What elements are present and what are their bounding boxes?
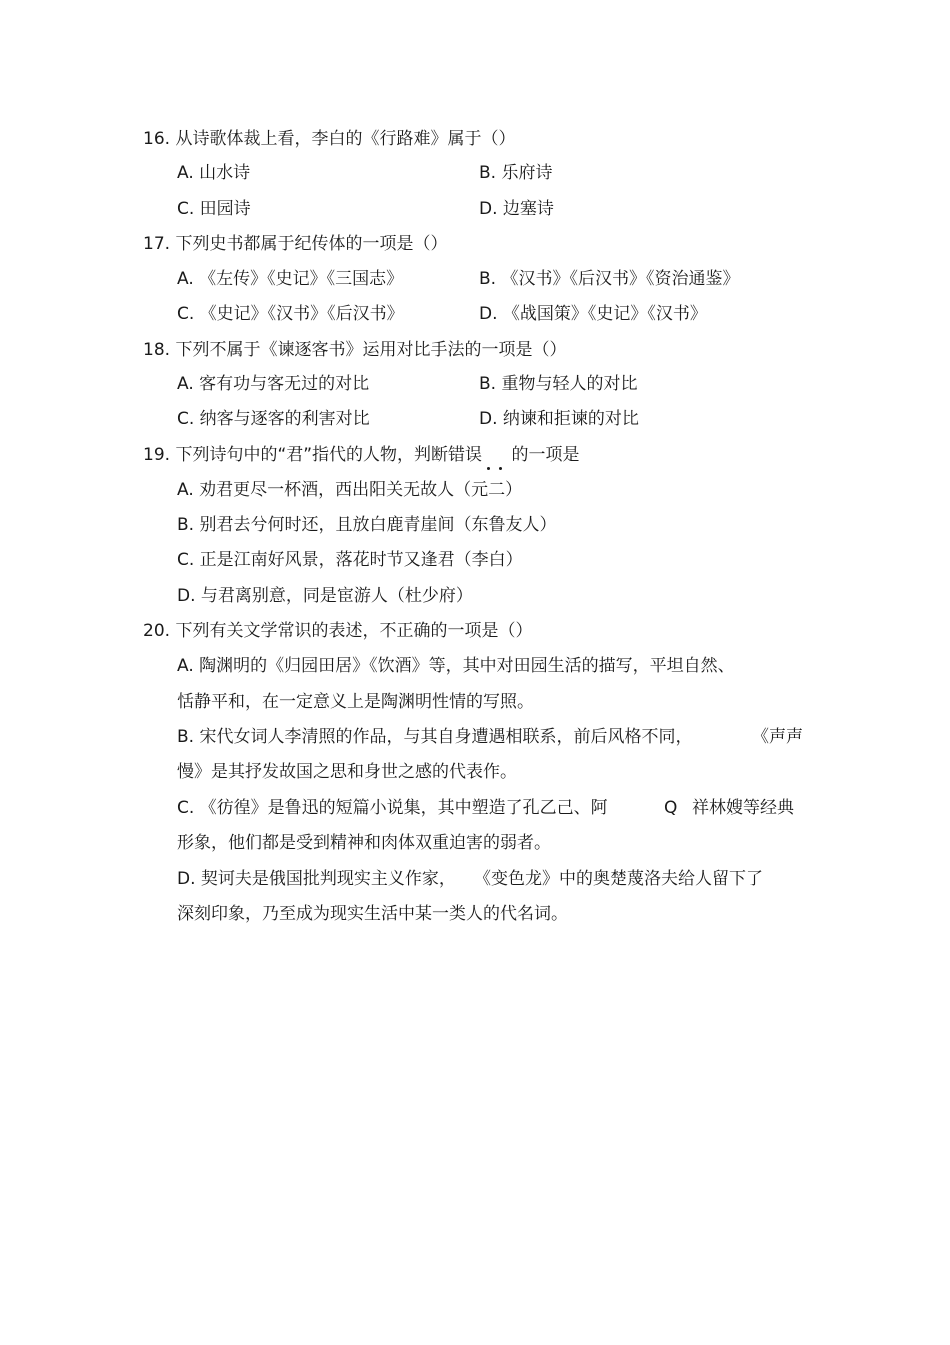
question-20-option-b-line2: 慢》是其抒发故国之思和身世之感的代表作。 xyxy=(177,762,517,782)
question-17-option-d: D. 《战国策》《史记》《汉书》 xyxy=(479,304,707,324)
question-18-option-a: A. 客有功与客无过的对比 xyxy=(177,374,370,394)
question-19-option-a: A. 劝君更尽一杯酒，西出阳关无故人（元二） xyxy=(177,480,523,500)
emphasis-dot xyxy=(494,444,506,466)
question-20-option-a-line2: 恬静平和，在一定意义上是陶渊明性情的写照。 xyxy=(177,692,534,712)
question-20-option-d-line2: 深刻印象，乃至成为现实生活中某一类人的代名词。 xyxy=(177,904,568,924)
question-20-option-c-line2: 形象，他们都是受到精神和肉体双重迫害的弱者。 xyxy=(177,833,551,853)
question-17-option-b: B. 《汉书》《后汉书》《资治通鉴》 xyxy=(479,269,740,289)
question-19-stem-tail: 的一项是 xyxy=(506,445,580,465)
question-20-option-c-line1: C. 《彷徨》是鲁迅的短篇小说集，其中塑造了孔乙己、阿 xyxy=(177,798,608,818)
question-16-stem: 16. 从诗歌体裁上看，李白的《行路难》属于（） xyxy=(143,129,516,149)
question-19-stem-text: 19. 下列诗句中的“君”指代的人物，判断错误 xyxy=(143,445,483,465)
question-16-option-d: D. 边塞诗 xyxy=(479,199,554,219)
question-20-option-d-line1: D. 契诃夫是俄国批判现实主义作家， xyxy=(177,869,456,889)
question-20-option-b-line1: B. 宋代女词人李清照的作品，与其自身遭遇相联系，前后风格不同， xyxy=(177,727,693,747)
question-20-option-c-line1-tail: 祥林嫂等经典 xyxy=(692,798,794,818)
question-18-stem: 18. 下列不属于《谏逐客书》运用对比手法的一项是（） xyxy=(143,340,567,360)
question-17-option-a: A. 《左传》《史记》《三国志》 xyxy=(177,269,404,289)
question-18-option-b: B. 重物与轻人的对比 xyxy=(479,374,638,394)
question-20-option-a-line1: A. 陶渊明的《归园田居》《饮酒》等，其中对田园生活的描写，平坦自然、 xyxy=(177,656,735,676)
question-20-stem: 20. 下列有关文学常识的表述，不正确的一项是（） xyxy=(143,621,533,641)
question-17-option-c: C. 《史记》《汉书》《后汉书》 xyxy=(177,304,404,324)
question-16-option-c: C. 田园诗 xyxy=(177,199,251,219)
question-19-stem xyxy=(143,444,579,466)
emphasis-dot xyxy=(482,444,494,466)
question-20-option-b-line1-tail: 《声声 xyxy=(752,727,803,747)
question-16-option-b: B. 乐府诗 xyxy=(479,163,553,183)
question-19-option-b: B. 别君去兮何时还，且放白鹿青崖间（东鲁友人） xyxy=(177,515,557,535)
question-18-option-c: C. 纳客与逐客的利害对比 xyxy=(177,409,370,429)
question-18-option-d: D. 纳谏和拒谏的对比 xyxy=(479,409,639,429)
question-20-option-d-line1-tail: 《变色龙》中的奥楚蔑洛夫给人留下了 xyxy=(474,869,763,889)
question-17-stem: 17. 下列史书都属于纪传体的一项是（） xyxy=(143,234,448,254)
question-19-option-d: D. 与君离别意，同是宦游人（杜少府） xyxy=(177,586,473,606)
question-16-option-a: A. 山水诗 xyxy=(177,163,251,183)
question-20-option-c-letter-q: Q xyxy=(664,798,678,818)
question-19-option-c: C. 正是江南好风景，落花时节又逢君（李白） xyxy=(177,550,523,570)
